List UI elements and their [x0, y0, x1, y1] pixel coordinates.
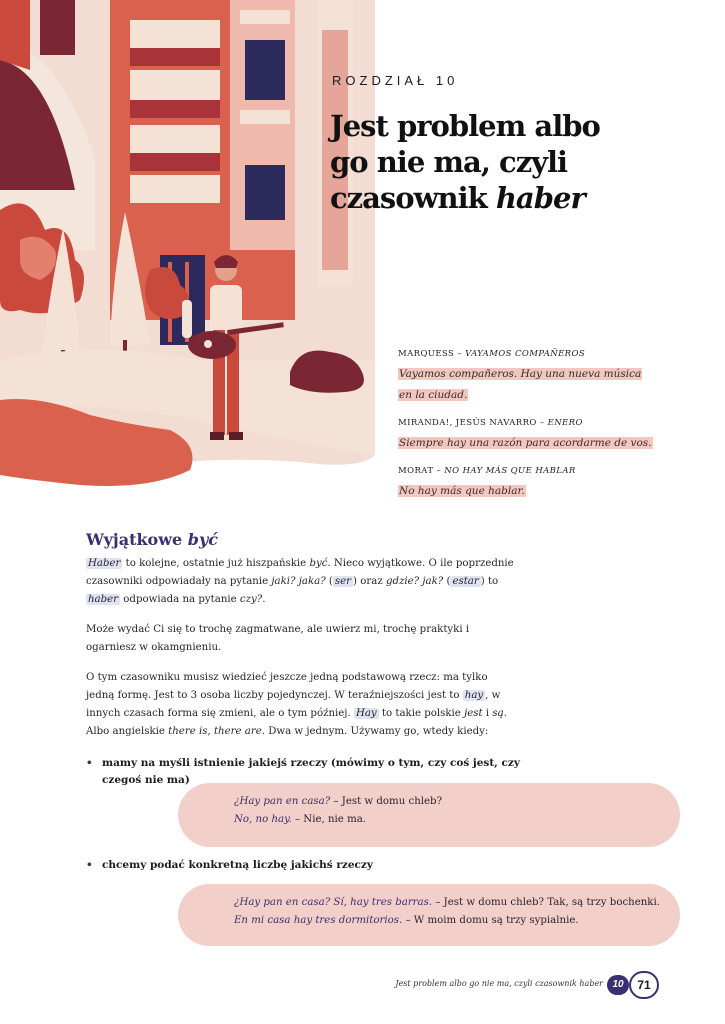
example-line [234, 811, 660, 829]
title-line-3: czasownik [330, 181, 496, 215]
song-title: NO HAY MÁS QUE HABLAR [444, 466, 576, 476]
song-quote [398, 466, 688, 500]
song-lyric: No hay más que hablar. [399, 485, 525, 497]
example-line [234, 912, 660, 930]
polish-translation: – W moim domu są trzy sypialnie. [402, 915, 579, 926]
example-line [234, 793, 660, 811]
polish-translation: – Nie, nie ma. [291, 814, 367, 825]
highlight-word: haber [88, 594, 119, 605]
text: odpowiada na pytanie [120, 594, 240, 605]
italic-word: czy? [239, 594, 263, 605]
text: . Nieco wyjątkowe. O ile poprzednie czasowniki odpowiadały na pytanie [86, 558, 514, 587]
text: to kolejne, ostatnie już hiszpańskie [122, 558, 310, 569]
song-lyric-continued: en la ciudad. [399, 389, 468, 401]
spanish-example: No, no hay. [234, 814, 292, 825]
polish-translation: – Jest w domu chleb? [330, 796, 443, 807]
polish-translation: – Jest w domu chleb? Tak, są trzy bochenki. [432, 897, 660, 908]
text: O tym czasowniku musisz wiedzieć jeszcze jedną podstawową rzecz: ma tylko jedną formę. Jest to 3 osoba liczby pojedynczej. W teraźniejszości jest to [86, 672, 488, 701]
artist-name: MIRANDA!, JESÚS NAVARRO – [398, 418, 548, 428]
example-box [178, 783, 680, 847]
chapter-title [330, 108, 660, 216]
title-italic-word: haber [495, 181, 585, 215]
italic-word: być [309, 558, 328, 569]
highlight-word: hay [464, 690, 484, 701]
song-artist [398, 418, 688, 428]
highlight-word: ser [334, 576, 352, 587]
text: , w innych czasach forma się zmieni, ale o tym później. [86, 690, 501, 719]
text: to takie polskie [378, 708, 465, 719]
song-title: ENERO [547, 418, 583, 428]
italic-word: są [492, 708, 504, 719]
bullet-item: • chcemy podać konkretną liczbę jakichś rzeczy [86, 857, 526, 874]
section-heading [86, 530, 516, 549]
song-quotes [398, 349, 688, 514]
heading-italic: być [187, 530, 218, 549]
footer-chapter-number: 10 [607, 975, 629, 995]
song-lyric: Siempre hay una razón para acordarme de vos. [399, 437, 652, 449]
footer-page-number: 71 [629, 971, 659, 999]
song-artist [398, 466, 688, 476]
spanish-example: ¿Hay pan en casa? Sí, hay tres barras. [234, 897, 433, 908]
chapter-label: ROZDZIAŁ 10 [332, 73, 459, 88]
italic-word: there are [213, 726, 262, 737]
paragraph-3 [86, 669, 516, 741]
highlight-word: Hay [355, 708, 377, 719]
text: ( [443, 576, 451, 587]
italic-word: gdzie? jak? [385, 576, 444, 587]
artist-name: MORAT – [398, 466, 445, 476]
title-line-2: go nie ma, czyli [330, 145, 568, 179]
song-title: VAYAMOS COMPAÑEROS [465, 349, 586, 359]
text: , [207, 726, 214, 737]
paragraph-2: Może wydać Ci się to trochę zagmatwane, ale uwierz mi, trochę praktyki i ogarniesz w okamgnieniu. [86, 624, 470, 653]
italic-word: there is [168, 726, 208, 737]
artist-name: MARQUESS – [398, 349, 466, 359]
text: ) to [480, 576, 499, 587]
text: i [482, 708, 493, 719]
song-quote [398, 418, 688, 452]
footer-running-title: Jest problem albo go nie ma, czyli czasownik haber [395, 979, 603, 988]
spanish-example: En mi casa hay tres dormitorios. [234, 915, 403, 926]
text: ) oraz [353, 576, 386, 587]
text: . Albo angielskie [86, 708, 507, 737]
song-artist [398, 349, 688, 359]
heading-text: Wyjątkowe [86, 530, 188, 549]
title-line-1: Jest problem albo [330, 109, 600, 143]
paragraph-1 [86, 555, 516, 609]
example-box [178, 884, 680, 946]
song-lyric: Vayamos compañeros. Hay una nueva música [399, 368, 642, 380]
song-quote [398, 349, 688, 404]
italic-word: jaki? jaka? [271, 576, 326, 587]
text: ( [325, 576, 333, 587]
section-wyjatkowe-byc [86, 530, 516, 753]
text: . Dwa w jednym. Używamy go, wtedy kiedy: [261, 726, 489, 737]
spanish-example: ¿Hay pan en casa? [234, 796, 331, 807]
text: . [262, 594, 266, 605]
example-line [234, 894, 660, 912]
highlight-word: Haber [88, 558, 121, 569]
italic-word: jest [464, 708, 483, 719]
bullet-item: • mamy na myśli istnienie jakiejś rzeczy (mówimy o tym, czy coś jest, czy czegoś nie ma) [86, 755, 526, 789]
highlight-word: estar [452, 576, 479, 587]
